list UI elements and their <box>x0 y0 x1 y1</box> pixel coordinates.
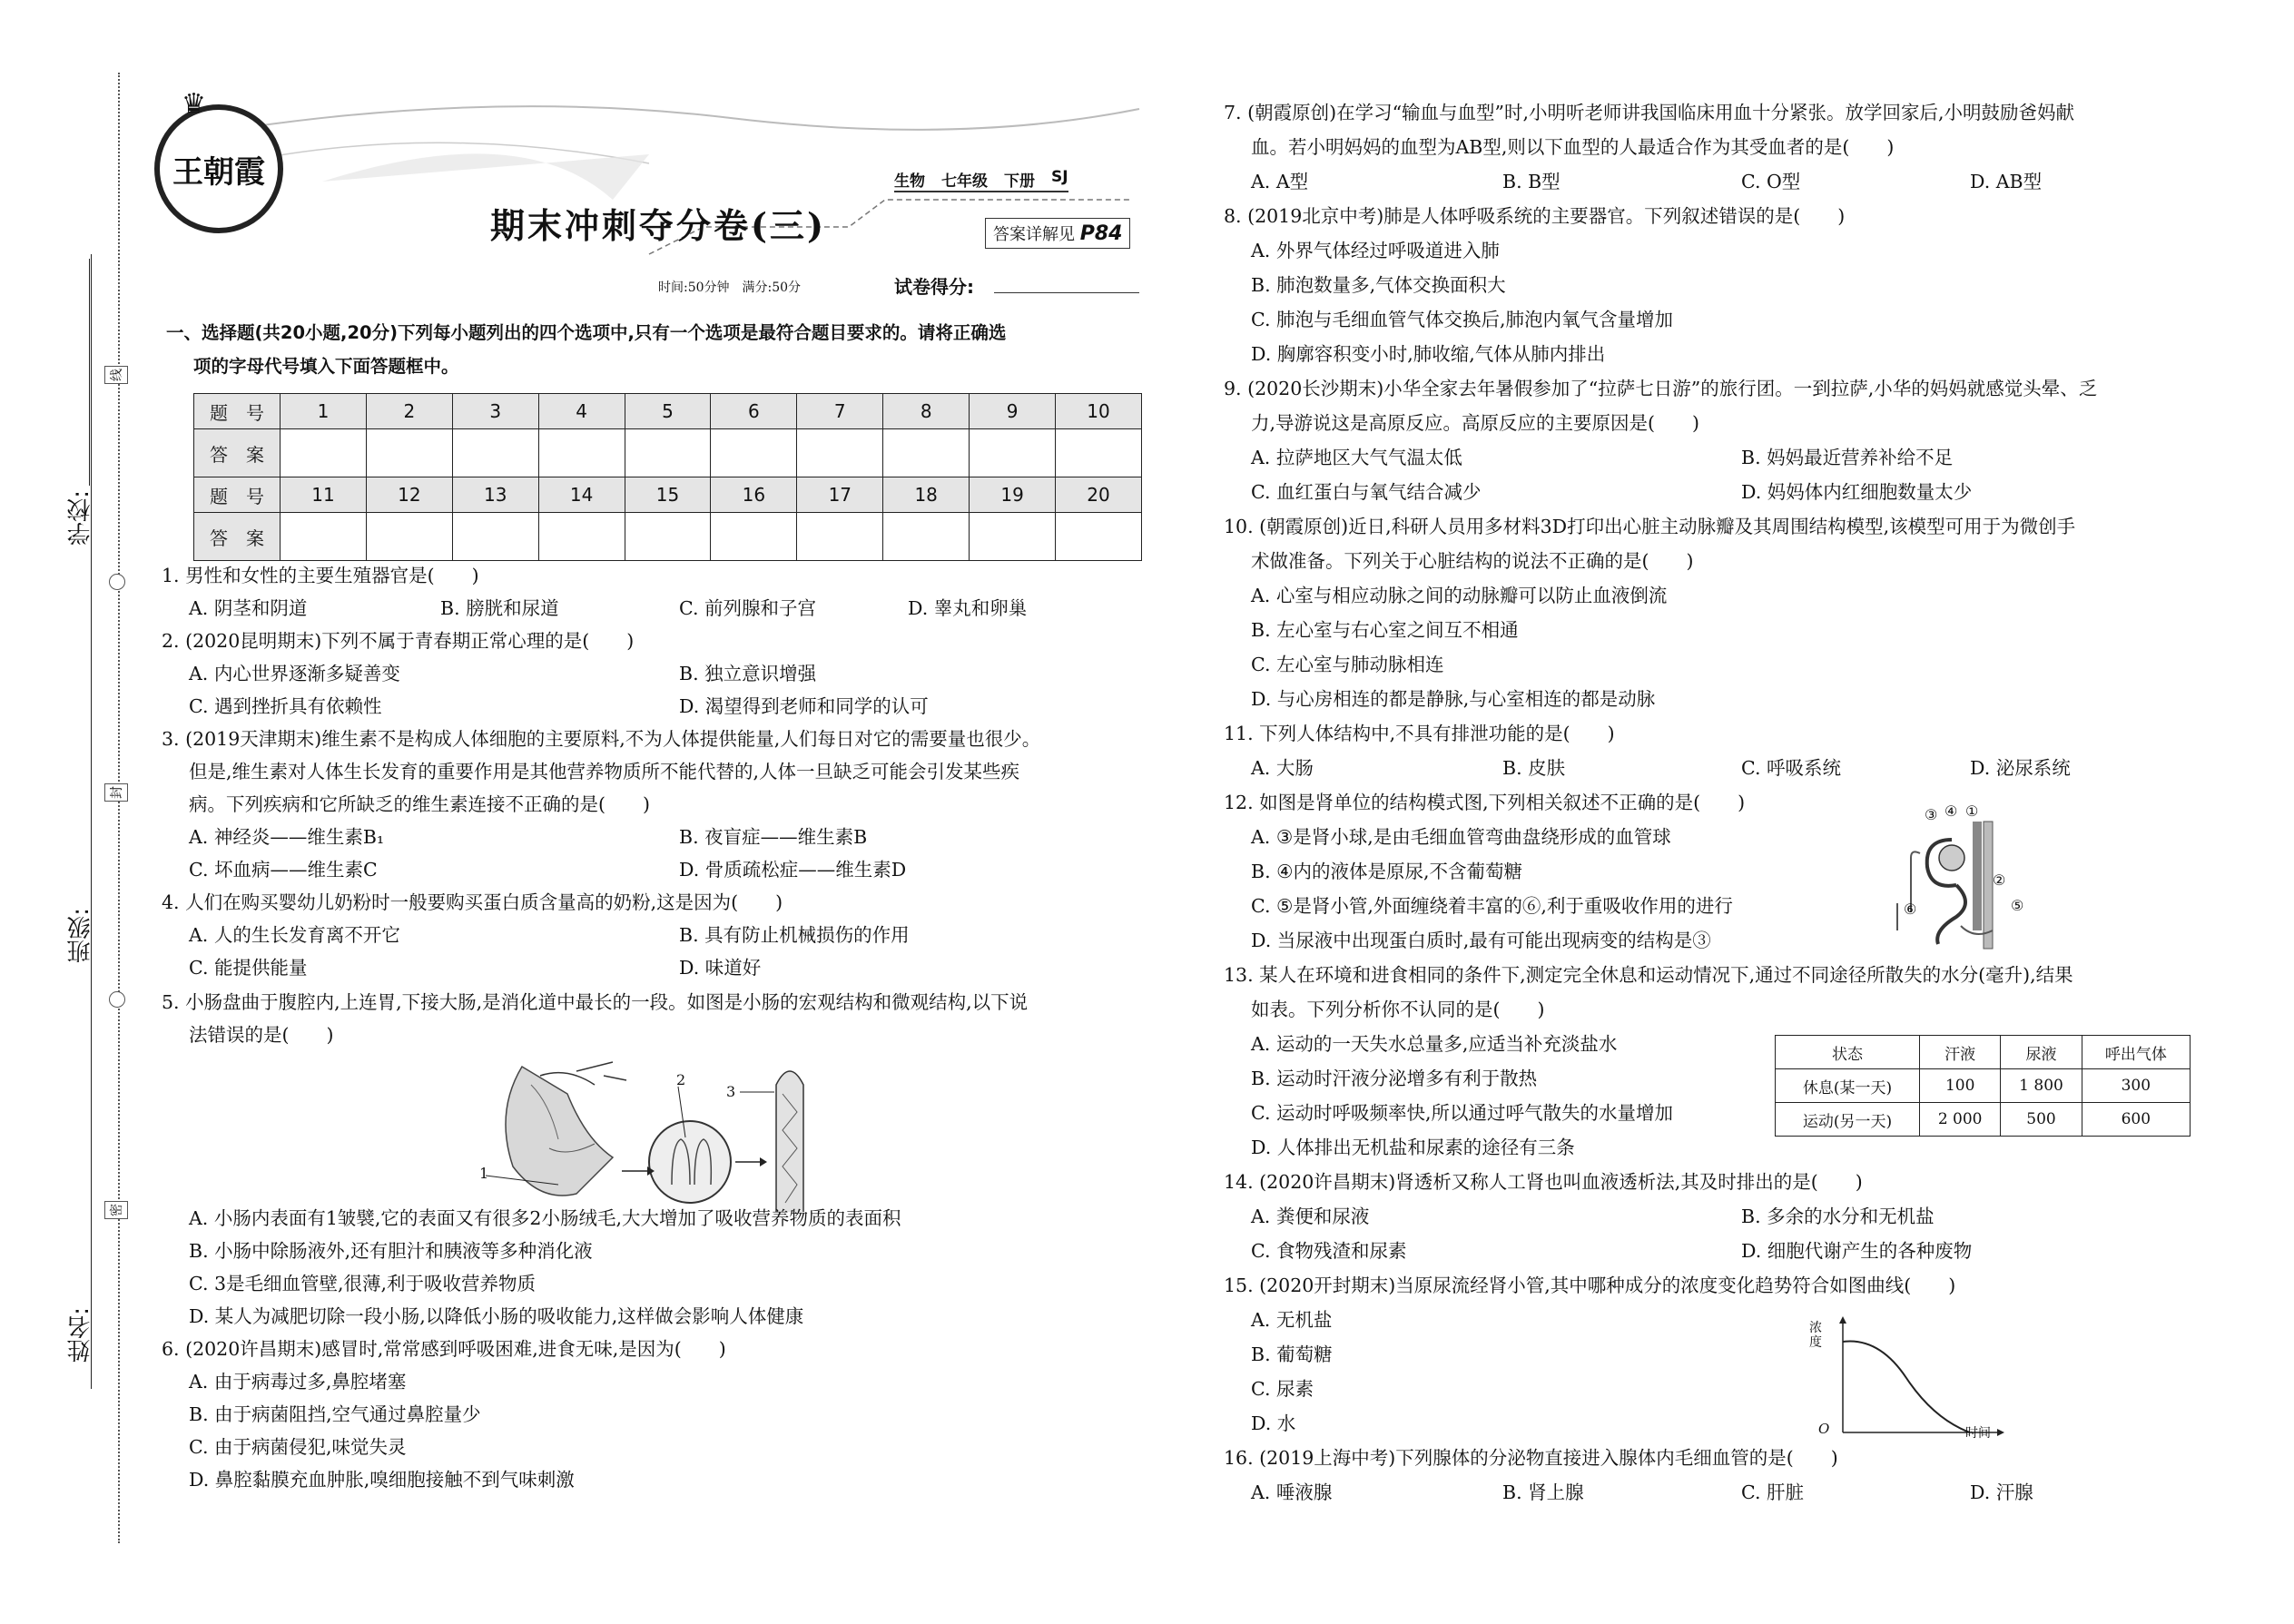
q12-option-c: C. ⑤是肾小管,外面缠绕着丰富的⑥,利于重吸收作用的进行 <box>1251 895 1733 917</box>
answer-cell[interactable] <box>970 429 1056 477</box>
school-line <box>89 259 90 486</box>
q7-option-b: B. B型 <box>1502 171 1561 192</box>
q7-option-c: C. O型 <box>1741 171 1801 192</box>
question-16: 16. (2019上海中考)下列腺体的分泌物直接进入腺体内毛细血管的是( ) <box>1224 1447 1838 1469</box>
question-8: 8. (2019北京中考)肺是人体呼吸系统的主要器官。下列叙述错误的是( ) <box>1224 205 1846 227</box>
q13-option-b: B. 运动时汗液分泌增多有利于散热 <box>1251 1068 1538 1089</box>
q15-option-b: B. 葡萄糖 <box>1251 1343 1333 1365</box>
q10-option-c: C. 左心室与肺动脉相连 <box>1251 654 1444 675</box>
q5-fig-label-2: 2 <box>676 1071 686 1088</box>
answer-cell[interactable] <box>797 513 883 561</box>
question-3-line2: 但是,维生素对人体生长发育的重要作用是其他营养物质所不能代替的,人体一旦缺乏可能会引发某些疾 <box>189 761 1020 782</box>
grid-num-9: 9 <box>970 394 1056 429</box>
section1-instruction-2: 项的字母代号填入下面答题框中。 <box>193 356 459 377</box>
q11-option-c: C. 呼吸系统 <box>1741 757 1841 779</box>
q2-option-b: B. 独立意识增强 <box>679 663 817 684</box>
question-13-line2: 如表。下列分析你不认同的是( ) <box>1251 999 1545 1020</box>
answer-cell[interactable] <box>711 429 797 477</box>
q6-option-d: D. 鼻腔黏膜充血肿胀,嗅细胞接触不到气味刺激 <box>189 1469 575 1491</box>
graph-xlabel: 时间 <box>1965 1426 1991 1441</box>
class-label: 班级: <box>67 908 94 963</box>
nephron-label-2: ② <box>1993 871 2006 889</box>
grid-num-10: 10 <box>1056 394 1142 429</box>
question-1: 1. 男性和女性的主要生殖器官是( ) <box>162 565 479 586</box>
q16-option-d: D. 汗腺 <box>1970 1481 2033 1503</box>
q10-option-d: D. 与心房相连的都是静脉,与心室相连的都是动脉 <box>1251 688 1656 710</box>
t13-cell: 2 000 <box>1920 1103 2001 1137</box>
question-2: 2. (2020昆明期末)下列不属于青春期正常心理的是( ) <box>162 630 635 652</box>
grid-num-8: 8 <box>883 394 970 429</box>
grid-num-11: 11 <box>281 477 367 513</box>
grid-num-5: 5 <box>625 394 711 429</box>
q9-option-b: B. 妈妈最近营养补给不足 <box>1741 447 1954 468</box>
q14-option-a: A. 粪便和尿液 <box>1251 1206 1370 1227</box>
q4-option-a: A. 人的生长发育离不开它 <box>189 924 400 946</box>
q9-option-d: D. 妈妈体内红细胞数量太少 <box>1741 481 1973 503</box>
q5-fig-label-1: 1 <box>479 1165 489 1182</box>
q15-option-a: A. 无机盐 <box>1251 1309 1333 1331</box>
q5-option-c: C. 3是毛细血管壁,很薄,利于吸收营养物质 <box>189 1273 537 1294</box>
q10-option-a: A. 心室与相应动脉之间的动脉瓣可以防止血液倒流 <box>1251 585 1668 606</box>
q4-option-b: B. 具有防止机械损伤的作用 <box>679 924 910 946</box>
t13-cell: 1 800 <box>2001 1069 2082 1103</box>
nephron-label-1: ① <box>1965 802 1979 820</box>
t13-cell: 300 <box>2082 1069 2190 1103</box>
answer-cell[interactable] <box>711 513 797 561</box>
answer-cell[interactable] <box>883 429 970 477</box>
section1-instruction-1: 一、选择题(共20小题,20分)下列每小题列出的四个选项中,只有一个选项是最符合题目要求的。请将正确选 <box>166 322 1007 343</box>
t13-header-sweat: 汗液 <box>1920 1036 2001 1069</box>
logo <box>154 104 283 233</box>
answer-cell[interactable] <box>1056 429 1142 477</box>
seal-char-1: 线 <box>104 366 128 384</box>
q12-option-a: A. ③是肾小球,是由毛细血管弯曲盘绕形成的血管球 <box>1251 826 1671 848</box>
question-4: 4. 人们在购买婴幼儿奶粉时一般要购买蛋白质含量高的奶粉,这是因为( ) <box>162 891 783 913</box>
row-label-ans: 答 案 <box>194 429 281 477</box>
answer-cell[interactable] <box>625 513 711 561</box>
q3-option-b: B. 夜盲症——维生素B <box>679 826 868 848</box>
grid-num-2: 2 <box>366 394 452 429</box>
q8-option-b: B. 肺泡数量多,气体交换面积大 <box>1251 274 1506 296</box>
q15-option-d: D. 水 <box>1251 1412 1296 1434</box>
tag-subject: 生物 <box>894 172 925 191</box>
question-6: 6. (2020许昌期末)感冒时,常常感到呼吸困难,进食无味,是因为( ) <box>162 1338 726 1360</box>
q8-option-d: D. 胸廓容积变小时,肺收缩,气体从肺内排出 <box>1251 343 1606 365</box>
q1-option-b: B. 膀胱和尿道 <box>440 597 559 619</box>
t13-cell: 运动(另一天) <box>1776 1103 1920 1137</box>
nephron-label-6: ⑥ <box>1904 901 1917 918</box>
question-3-line1: 3. (2019天津期末)维生素不是构成人体细胞的主要原料,不为人体提供能量,人们每日对它的需要量也很少。 <box>162 728 1041 750</box>
t13-cell: 休息(某一天) <box>1776 1069 1920 1103</box>
q11-option-a: A. 大肠 <box>1251 757 1314 779</box>
row-label-num: 题 号 <box>194 394 281 429</box>
q15-option-c: C. 尿素 <box>1251 1378 1314 1400</box>
question-9-line2: 力,导游说这是高原反应。高原反应的主要原因是( ) <box>1251 412 1700 434</box>
q12-option-b: B. ④内的液体是原尿,不含葡萄糖 <box>1251 861 1522 882</box>
tag-volume: 下册 <box>1004 172 1035 191</box>
t13-header-urine: 尿液 <box>2001 1036 2082 1069</box>
q4-option-c: C. 能提供能量 <box>189 957 308 979</box>
answer-cell[interactable] <box>1056 513 1142 561</box>
q2-option-c: C. 遇到挫折具有依赖性 <box>189 695 382 717</box>
grid-num-4: 4 <box>538 394 625 429</box>
grid-num-19: 19 <box>970 477 1056 513</box>
binding-dotted-line <box>118 73 120 1543</box>
row-label-num: 题 号 <box>194 477 281 513</box>
q16-option-b: B. 肾上腺 <box>1502 1481 1584 1503</box>
q13-option-c: C. 运动时呼吸频率快,所以通过呼气散失的水量增加 <box>1251 1102 1674 1124</box>
answer-cell[interactable] <box>281 513 367 561</box>
question-5-line2: 法错误的是( ) <box>189 1024 334 1046</box>
answer-cell[interactable] <box>452 513 538 561</box>
answer-page: P84 <box>1079 222 1123 245</box>
water-loss-table <box>1775 1035 2191 1137</box>
q13-option-a: A. 运动的一天失水总量多,应适当补充淡盐水 <box>1251 1033 1618 1055</box>
answer-grid <box>193 393 1142 561</box>
q3-option-c: C. 坏血病——维生素C <box>189 859 378 881</box>
answer-cell[interactable] <box>452 429 538 477</box>
q1-option-c: C. 前列腺和子宫 <box>679 597 816 619</box>
question-7-line2: 血。若小明妈妈的血型为AB型,则以下血型的人最适合作为其受血者的是( ) <box>1251 136 1895 158</box>
q5-option-b: B. 小肠中除肠液外,还有胆汁和胰液等多种消化液 <box>189 1240 593 1262</box>
grid-num-6: 6 <box>711 394 797 429</box>
q8-option-a: A. 外界气体经过呼吸道进入肺 <box>1251 240 1500 261</box>
graph-origin: O <box>1818 1421 1830 1437</box>
row-label-ans: 答 案 <box>194 513 281 561</box>
subject-tags <box>894 168 1068 192</box>
tag-edition: SJ <box>1051 168 1068 186</box>
t13-cell: 600 <box>2082 1103 2190 1137</box>
q9-option-c: C. 血红蛋白与氧气结合减少 <box>1251 481 1482 503</box>
t13-cell: 500 <box>2001 1103 2082 1137</box>
q2-option-a: A. 内心世界逐渐多疑善变 <box>189 663 400 684</box>
grid-num-15: 15 <box>625 477 711 513</box>
q10-option-b: B. 左心室与右心室之间互不相通 <box>1251 619 1519 641</box>
q5-option-d: D. 某人为减肥切除一段小肠,以降低小肠的吸收能力,这样做会影响人体健康 <box>189 1305 804 1327</box>
question-10-line1: 10. (朝霞原创)近日,科研人员用多材料3D打印出心脏主动脉瓣及其周围结构模型,该模型可用于为微创手 <box>1224 516 2076 537</box>
name-label: 姓名: <box>67 1307 94 1363</box>
answer-cell[interactable] <box>538 513 625 561</box>
answer-ref-box <box>985 218 1130 249</box>
grid-num-14: 14 <box>538 477 625 513</box>
nephron-figure <box>1884 803 2038 958</box>
grid-num-12: 12 <box>366 477 452 513</box>
q5-fig-label-3: 3 <box>726 1083 736 1100</box>
q14-option-b: B. 多余的水分和无机盐 <box>1741 1206 1935 1227</box>
question-11: 11. 下列人体结构中,不具有排泄功能的是( ) <box>1224 723 1615 744</box>
logo-crown-icon: ♛ <box>182 88 206 120</box>
logo-text: 王朝霞 <box>172 153 265 191</box>
nephron-label-4: ④ <box>1944 802 1958 820</box>
grid-num-20: 20 <box>1056 477 1142 513</box>
t13-header-state: 状态 <box>1776 1036 1920 1069</box>
answer-cell[interactable] <box>366 513 452 561</box>
q3-option-a: A. 神经炎——维生素B₁ <box>189 826 385 848</box>
question-13-line1: 13. 某人在环境和进食相同的条件下,测定完全休息和运动情况下,通过不同途径所散失的水分(毫升),结果 <box>1224 964 2073 986</box>
binding-solid-line <box>91 254 92 1389</box>
grid-num-13: 13 <box>452 477 538 513</box>
grid-num-16: 16 <box>711 477 797 513</box>
q7-option-d: D. AB型 <box>1970 171 2043 192</box>
graph-ylabel: 浓度 <box>1809 1321 1822 1350</box>
q14-option-c: C. 食物残渣和尿素 <box>1251 1240 1407 1262</box>
score-line <box>994 292 1139 293</box>
seal-char-3: 密 <box>104 1201 128 1219</box>
answer-ref: 答案详解见 <box>993 225 1075 244</box>
q11-option-b: B. 皮肤 <box>1502 757 1566 779</box>
nephron-label-3: ③ <box>1925 806 1938 823</box>
q2-option-d: D. 渴望得到老师和同学的认可 <box>679 695 929 717</box>
q13-option-d: D. 人体排出无机盐和尿素的途径有三条 <box>1251 1137 1575 1158</box>
answer-cell[interactable] <box>970 513 1056 561</box>
q12-option-d: D. 当尿液中出现蛋白质时,最有可能出现病变的结构是③ <box>1251 930 1711 951</box>
question-15: 15. (2020开封期末)当原尿流经肾小管,其中哪种成分的浓度变化趋势符合如图曲线( ) <box>1224 1275 1956 1296</box>
q1-option-a: A. 阴茎和阴道 <box>189 597 308 619</box>
q3-option-d: D. 骨质疏松症——维生素D <box>679 859 907 881</box>
nephron-label-5: ⑤ <box>2011 897 2024 914</box>
answer-cell[interactable] <box>883 513 970 561</box>
margin-circle-1 <box>109 574 125 590</box>
question-5-line1: 5. 小肠盘曲于腹腔内,上连胃,下接大肠,是消化道中最长的一段。如图是小肠的宏观结构和微观结构,以下说 <box>162 991 1029 1013</box>
q16-option-c: C. 肝脏 <box>1741 1481 1804 1503</box>
tag-grade: 七年级 <box>941 172 988 191</box>
school-label: 学校: <box>67 490 94 546</box>
q6-option-a: A. 由于病毒过多,鼻腔堵塞 <box>189 1371 407 1393</box>
q16-option-a: A. 唾液腺 <box>1251 1481 1333 1503</box>
margin-circle-2 <box>109 991 125 1008</box>
q9-option-a: A. 拉萨地区大气气温太低 <box>1251 447 1462 468</box>
answer-cell[interactable] <box>538 429 625 477</box>
question-9-line1: 9. (2020长沙期末)小华全家去年暑假参加了“拉萨七日游”的旅行团。一到拉萨,小华的妈妈就感觉头晕、乏 <box>1224 378 2098 399</box>
q6-option-b: B. 由于病菌阻挡,空气通过鼻腔量少 <box>189 1403 481 1425</box>
page-title: 期末冲刺夺分卷(三) <box>490 205 826 246</box>
grid-num-7: 7 <box>797 394 883 429</box>
grid-num-17: 17 <box>797 477 883 513</box>
q14-option-d: D. 细胞代谢产生的各种废物 <box>1741 1240 1973 1262</box>
question-12: 12. 如图是肾单位的结构模式图,下列相关叙述不正确的是( ) <box>1224 792 1746 813</box>
grid-num-18: 18 <box>883 477 970 513</box>
concentration-graph <box>1825 1314 2006 1442</box>
question-14: 14. (2020许昌期末)肾透析又称人工肾也叫血液透析法,其及时排出的是( ) <box>1224 1171 1863 1193</box>
q4-option-d: D. 味道好 <box>679 957 762 979</box>
question-3-line3: 病。下列疾病和它所缺乏的维生素连接不正确的是( ) <box>189 793 650 815</box>
answer-cell[interactable] <box>281 429 367 477</box>
q7-option-a: A. A型 <box>1251 171 1309 192</box>
grid-num-1: 1 <box>281 394 367 429</box>
t13-header-breath: 呼出气体 <box>2082 1036 2190 1069</box>
q11-option-d: D. 泌尿系统 <box>1970 757 2071 779</box>
answer-cell[interactable] <box>625 429 711 477</box>
score-label: 试卷得分: <box>894 276 974 298</box>
question-7-line1: 7. (朝霞原创)在学习“输血与血型”时,小明听老师讲我国临床用血十分紧张。放学回家后,小明鼓励爸妈献 <box>1224 102 2075 123</box>
q5-option-a: A. 小肠内表面有1皱襞,它的表面又有很多2小肠绒毛,大大增加了吸收营养物质的表面积 <box>189 1207 901 1229</box>
time-info: 时间:50分钟 满分:50分 <box>658 281 802 295</box>
grid-num-3: 3 <box>452 394 538 429</box>
t13-cell: 100 <box>1920 1069 2001 1103</box>
answer-cell[interactable] <box>797 429 883 477</box>
q1-option-d: D. 睾丸和卵巢 <box>908 597 1028 619</box>
small-intestine-figure <box>477 1058 812 1221</box>
q8-option-c: C. 肺泡与毛细血管气体交换后,肺泡内氧气含量增加 <box>1251 309 1674 330</box>
q6-option-c: C. 由于病菌侵犯,味觉失灵 <box>189 1436 407 1458</box>
seal-char-2: 封 <box>104 783 128 802</box>
answer-cell[interactable] <box>366 429 452 477</box>
question-10-line2: 术做准备。下列关于心脏结构的说法不正确的是( ) <box>1251 550 1694 572</box>
